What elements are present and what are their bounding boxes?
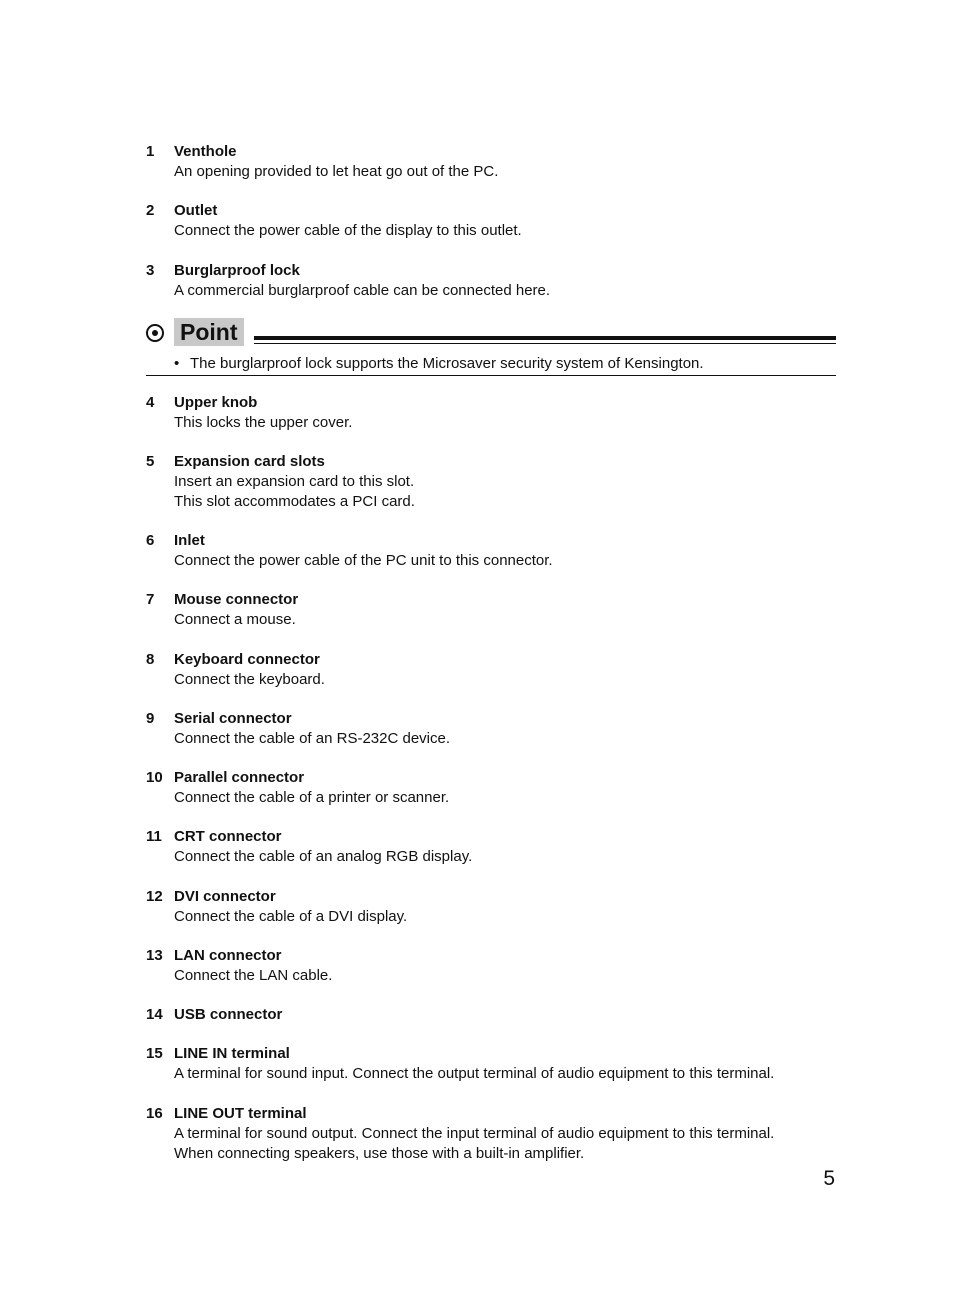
item-description: Insert an expansion card to this slot.: [174, 473, 415, 490]
item-number: 8: [146, 651, 155, 668]
point-bullet-item: [174, 354, 704, 374]
item-description: A commercial burglarproof cable can be connected here.: [174, 282, 551, 299]
item-title: Upper knob: [174, 394, 258, 411]
item-title: Expansion card slots: [174, 453, 325, 470]
item-number: 12: [146, 888, 163, 905]
item-title: LINE IN terminal: [174, 1045, 290, 1062]
item-title: LINE OUT terminal: [174, 1105, 307, 1122]
item-title: USB connector: [174, 1006, 283, 1023]
item-number: 10: [146, 769, 163, 786]
point-bullet-text: The burglarproof lock supports the Microsaver security system of Kensington.: [190, 355, 704, 372]
item-title: LAN connector: [174, 947, 282, 964]
item-description: When connecting speakers, use those with a built-in amplifier.: [174, 1145, 585, 1162]
item-description: A terminal for sound input. Connect the output terminal of audio equipment to this terminal.: [174, 1065, 775, 1082]
item-number: 5: [146, 453, 155, 470]
item-description: This slot accommodates a PCI card.: [174, 493, 415, 510]
item-number: 9: [146, 710, 155, 727]
item-description: Connect the power cable of the PC unit to this connector.: [174, 552, 553, 569]
item-description: Connect the cable of an RS-232C device.: [174, 730, 450, 747]
bullet-icon: •: [174, 355, 180, 372]
divider: [146, 375, 836, 376]
point-note: [146, 318, 836, 376]
item-title: Keyboard connector: [174, 651, 320, 668]
item-title: Outlet: [174, 202, 218, 219]
item-description: An opening provided to let heat go out of the PC.: [174, 163, 499, 180]
item-number: 16: [146, 1105, 163, 1122]
item-number: 1: [146, 143, 155, 160]
item-description: A terminal for sound output. Connect the input terminal of audio equipment to this terminal.: [174, 1125, 775, 1142]
item-description: Connect the cable of a DVI display.: [174, 908, 408, 925]
divider: [254, 343, 836, 344]
item-description: Connect the cable of a printer or scanner.: [174, 789, 450, 806]
item-description: Connect the power cable of the display to this outlet.: [174, 222, 522, 239]
item-title: CRT connector: [174, 828, 282, 845]
item-title: Mouse connector: [174, 591, 299, 608]
item-title: Serial connector: [174, 710, 292, 727]
item-description: Connect the keyboard.: [174, 671, 325, 688]
item-number: 13: [146, 947, 163, 964]
item-title: Burglarproof lock: [174, 262, 300, 279]
item-number: 7: [146, 591, 155, 608]
point-heading: Point: [174, 318, 244, 346]
item-title: Inlet: [174, 532, 205, 549]
item-number: 4: [146, 394, 155, 411]
item-number: 14: [146, 1006, 163, 1023]
item-number: 15: [146, 1045, 163, 1062]
item-number: 2: [146, 202, 155, 219]
item-number: 6: [146, 532, 155, 549]
item-number: 3: [146, 262, 155, 279]
divider: [254, 336, 836, 340]
page-number: 5: [823, 1167, 835, 1190]
item-description: This locks the upper cover.: [174, 414, 353, 431]
item-title: DVI connector: [174, 888, 276, 905]
item-number: 11: [146, 828, 162, 845]
item-title: Venthole: [174, 143, 237, 160]
item-description: Connect a mouse.: [174, 611, 296, 628]
target-icon: [146, 324, 164, 342]
item-description: Connect the LAN cable.: [174, 967, 333, 984]
item-title: Parallel connector: [174, 769, 305, 786]
item-description: Connect the cable of an analog RGB display.: [174, 848, 473, 865]
